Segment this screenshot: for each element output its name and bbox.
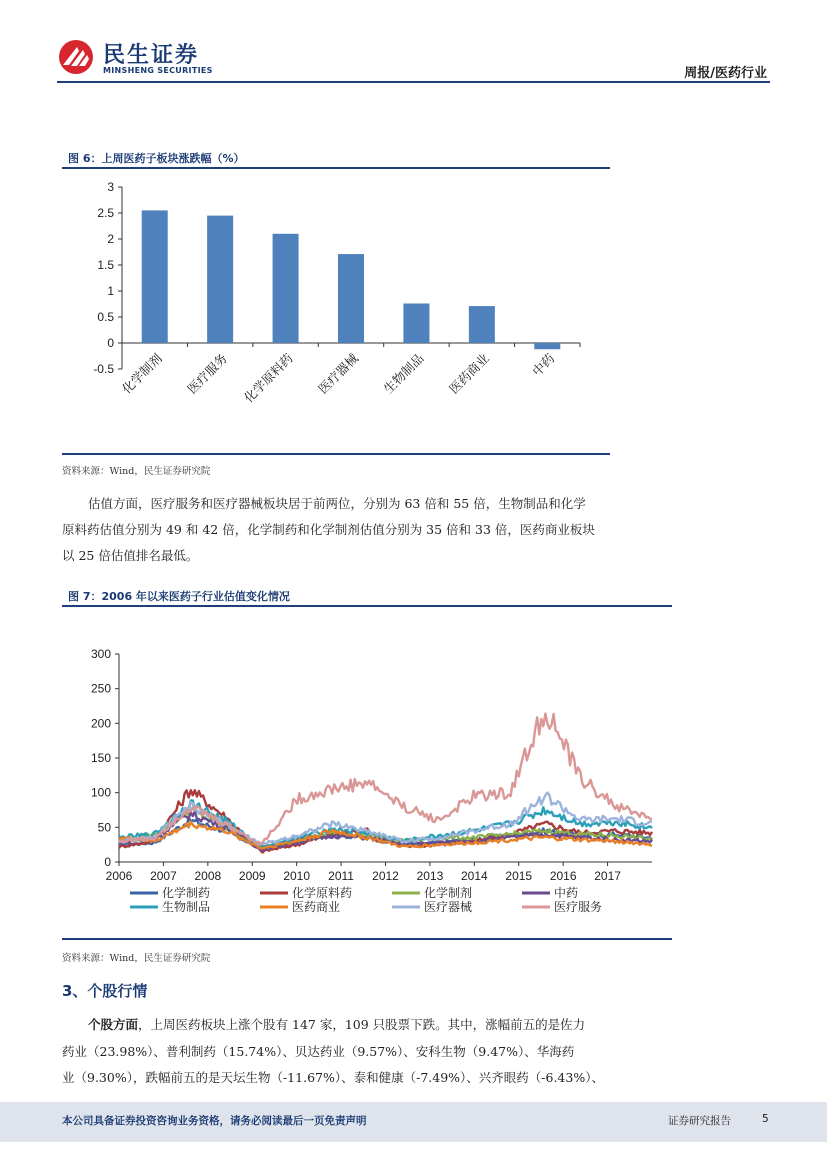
logo-icon: [57, 38, 97, 76]
paragraph2-line3: 业（9.30%），跌幅前五的是天坛生物（-11.67%）、泰和健康（-7.49%）、兴齐眼药（-6.43%）、: [62, 1070, 604, 1085]
x-tick-label: 医药商业: [446, 351, 492, 397]
y-tick-label: 150: [90, 751, 111, 765]
legend-label: 化学制剂: [424, 886, 473, 900]
bar: [207, 216, 233, 343]
legend-label: 医疗服务: [554, 900, 603, 914]
y-tick-label: 0.5: [97, 310, 114, 324]
x-tick-label: 医疗器械: [315, 351, 362, 397]
y-tick-label: 300: [90, 647, 111, 661]
bar: [534, 343, 560, 349]
x-tick-label: 生物制品: [381, 351, 427, 397]
bar: [338, 254, 364, 343]
x-tick-label: 2007: [150, 869, 177, 883]
page-number: 5: [762, 1113, 769, 1125]
legend-label: 化学制药: [162, 886, 211, 900]
x-tick-label: 2016: [549, 869, 577, 883]
paragraph1-line3: 以 25 倍估值排名最低。: [62, 548, 199, 563]
paragraph1-line1: 估值方面，医疗服务和医疗器械板块居于前两位，分别为 63 倍和 55 倍，生物制品和化学: [88, 496, 586, 511]
bar: [273, 234, 299, 343]
x-tick-label: 2014: [460, 869, 488, 883]
x-tick-label: 中药: [529, 351, 558, 379]
y-tick-label: 0: [107, 336, 114, 350]
paragraph1-line2: 原料药估值分别为 49 和 42 倍，化学制药和化学制剂估值分别为 35 倍和 33 倍，医药商业板块: [62, 522, 595, 537]
figure7-chart: [62, 640, 672, 930]
figure7-title: 图 7：2006 年以来医药子行业估值变化情况: [68, 590, 290, 603]
x-tick-label: 2008: [194, 869, 222, 883]
figure7-bottom-rule: [62, 938, 672, 940]
y-tick-label: 2.5: [97, 206, 114, 220]
x-tick-label: 2006: [105, 869, 133, 883]
legend-label: 医药商业: [292, 900, 341, 914]
figure6-bottom-rule: [62, 453, 610, 455]
legend-label: 中药: [554, 886, 579, 900]
x-tick-label: 2009: [238, 869, 266, 883]
paragraph2-lead: 个股方面: [88, 1017, 139, 1032]
y-tick-label: 2: [107, 232, 114, 246]
legend-label: 化学原料药: [292, 886, 353, 900]
x-tick-label: 医疗服务: [184, 351, 231, 397]
bar: [403, 303, 429, 343]
figure6-title: 图 6：上周医药子板块涨跌幅（%）: [68, 152, 245, 165]
figure6-chart: [62, 172, 610, 448]
paragraph2-line1-text: ，上周医药板块上涨个股有 147 家，109 只股票下跌。其中，涨幅前五的是佐力: [138, 1017, 586, 1032]
report-type: 周报/医药行业: [684, 66, 767, 81]
section-heading: 3、个股行情: [62, 982, 148, 1000]
paragraph2-line1: [88, 1012, 585, 1038]
legend-label: 生物制品: [162, 900, 211, 914]
figure7-source: 资料来源：Wind，民生证券研究院: [62, 953, 211, 964]
footer-disclaimer: 本公司具备证券投资咨询业务资格，请务必阅读最后一页免责声明: [62, 1115, 367, 1127]
x-tick-label: 化学制剂: [119, 351, 165, 397]
x-tick-label: 2013: [416, 869, 444, 883]
y-tick-label: 200: [90, 716, 111, 731]
bar: [469, 306, 495, 343]
x-tick-label: 2012: [372, 869, 399, 883]
y-tick-label: 1.5: [97, 258, 114, 272]
figure6-top-rule: [62, 167, 610, 169]
x-tick-label: 2017: [594, 869, 621, 883]
x-tick-label: 2015: [505, 869, 533, 883]
x-tick-label: 化学原料药: [241, 351, 296, 406]
legend-label: 医疗器械: [424, 900, 473, 914]
paragraph2-line2: 药业（23.98%）、普利制药（15.74%）、贝达药业（9.57%）、安科生物（9.47%）、华海药: [62, 1044, 575, 1059]
y-tick-label: 250: [90, 681, 111, 696]
y-tick-label: 3: [107, 180, 114, 194]
footer-report-label: 证券研究报告: [668, 1115, 731, 1127]
logo-subtitle: MINSHENG SECURITIES: [103, 66, 213, 75]
y-tick-label: 50: [97, 820, 111, 835]
y-tick-label: -0.5: [93, 362, 114, 376]
y-tick-label: 100: [90, 785, 111, 800]
figure6-source: 资料来源：Wind，民生证券研究院: [62, 466, 211, 477]
x-tick-label: 2011: [328, 869, 354, 883]
y-tick-label: 1: [107, 284, 114, 298]
y-tick-label: 0: [104, 855, 111, 869]
bar: [142, 210, 168, 343]
logo-text: 民生证券: [103, 43, 200, 68]
header-divider: [57, 81, 770, 83]
figure7-top-rule: [62, 605, 672, 607]
x-tick-label: 2010: [283, 869, 311, 883]
